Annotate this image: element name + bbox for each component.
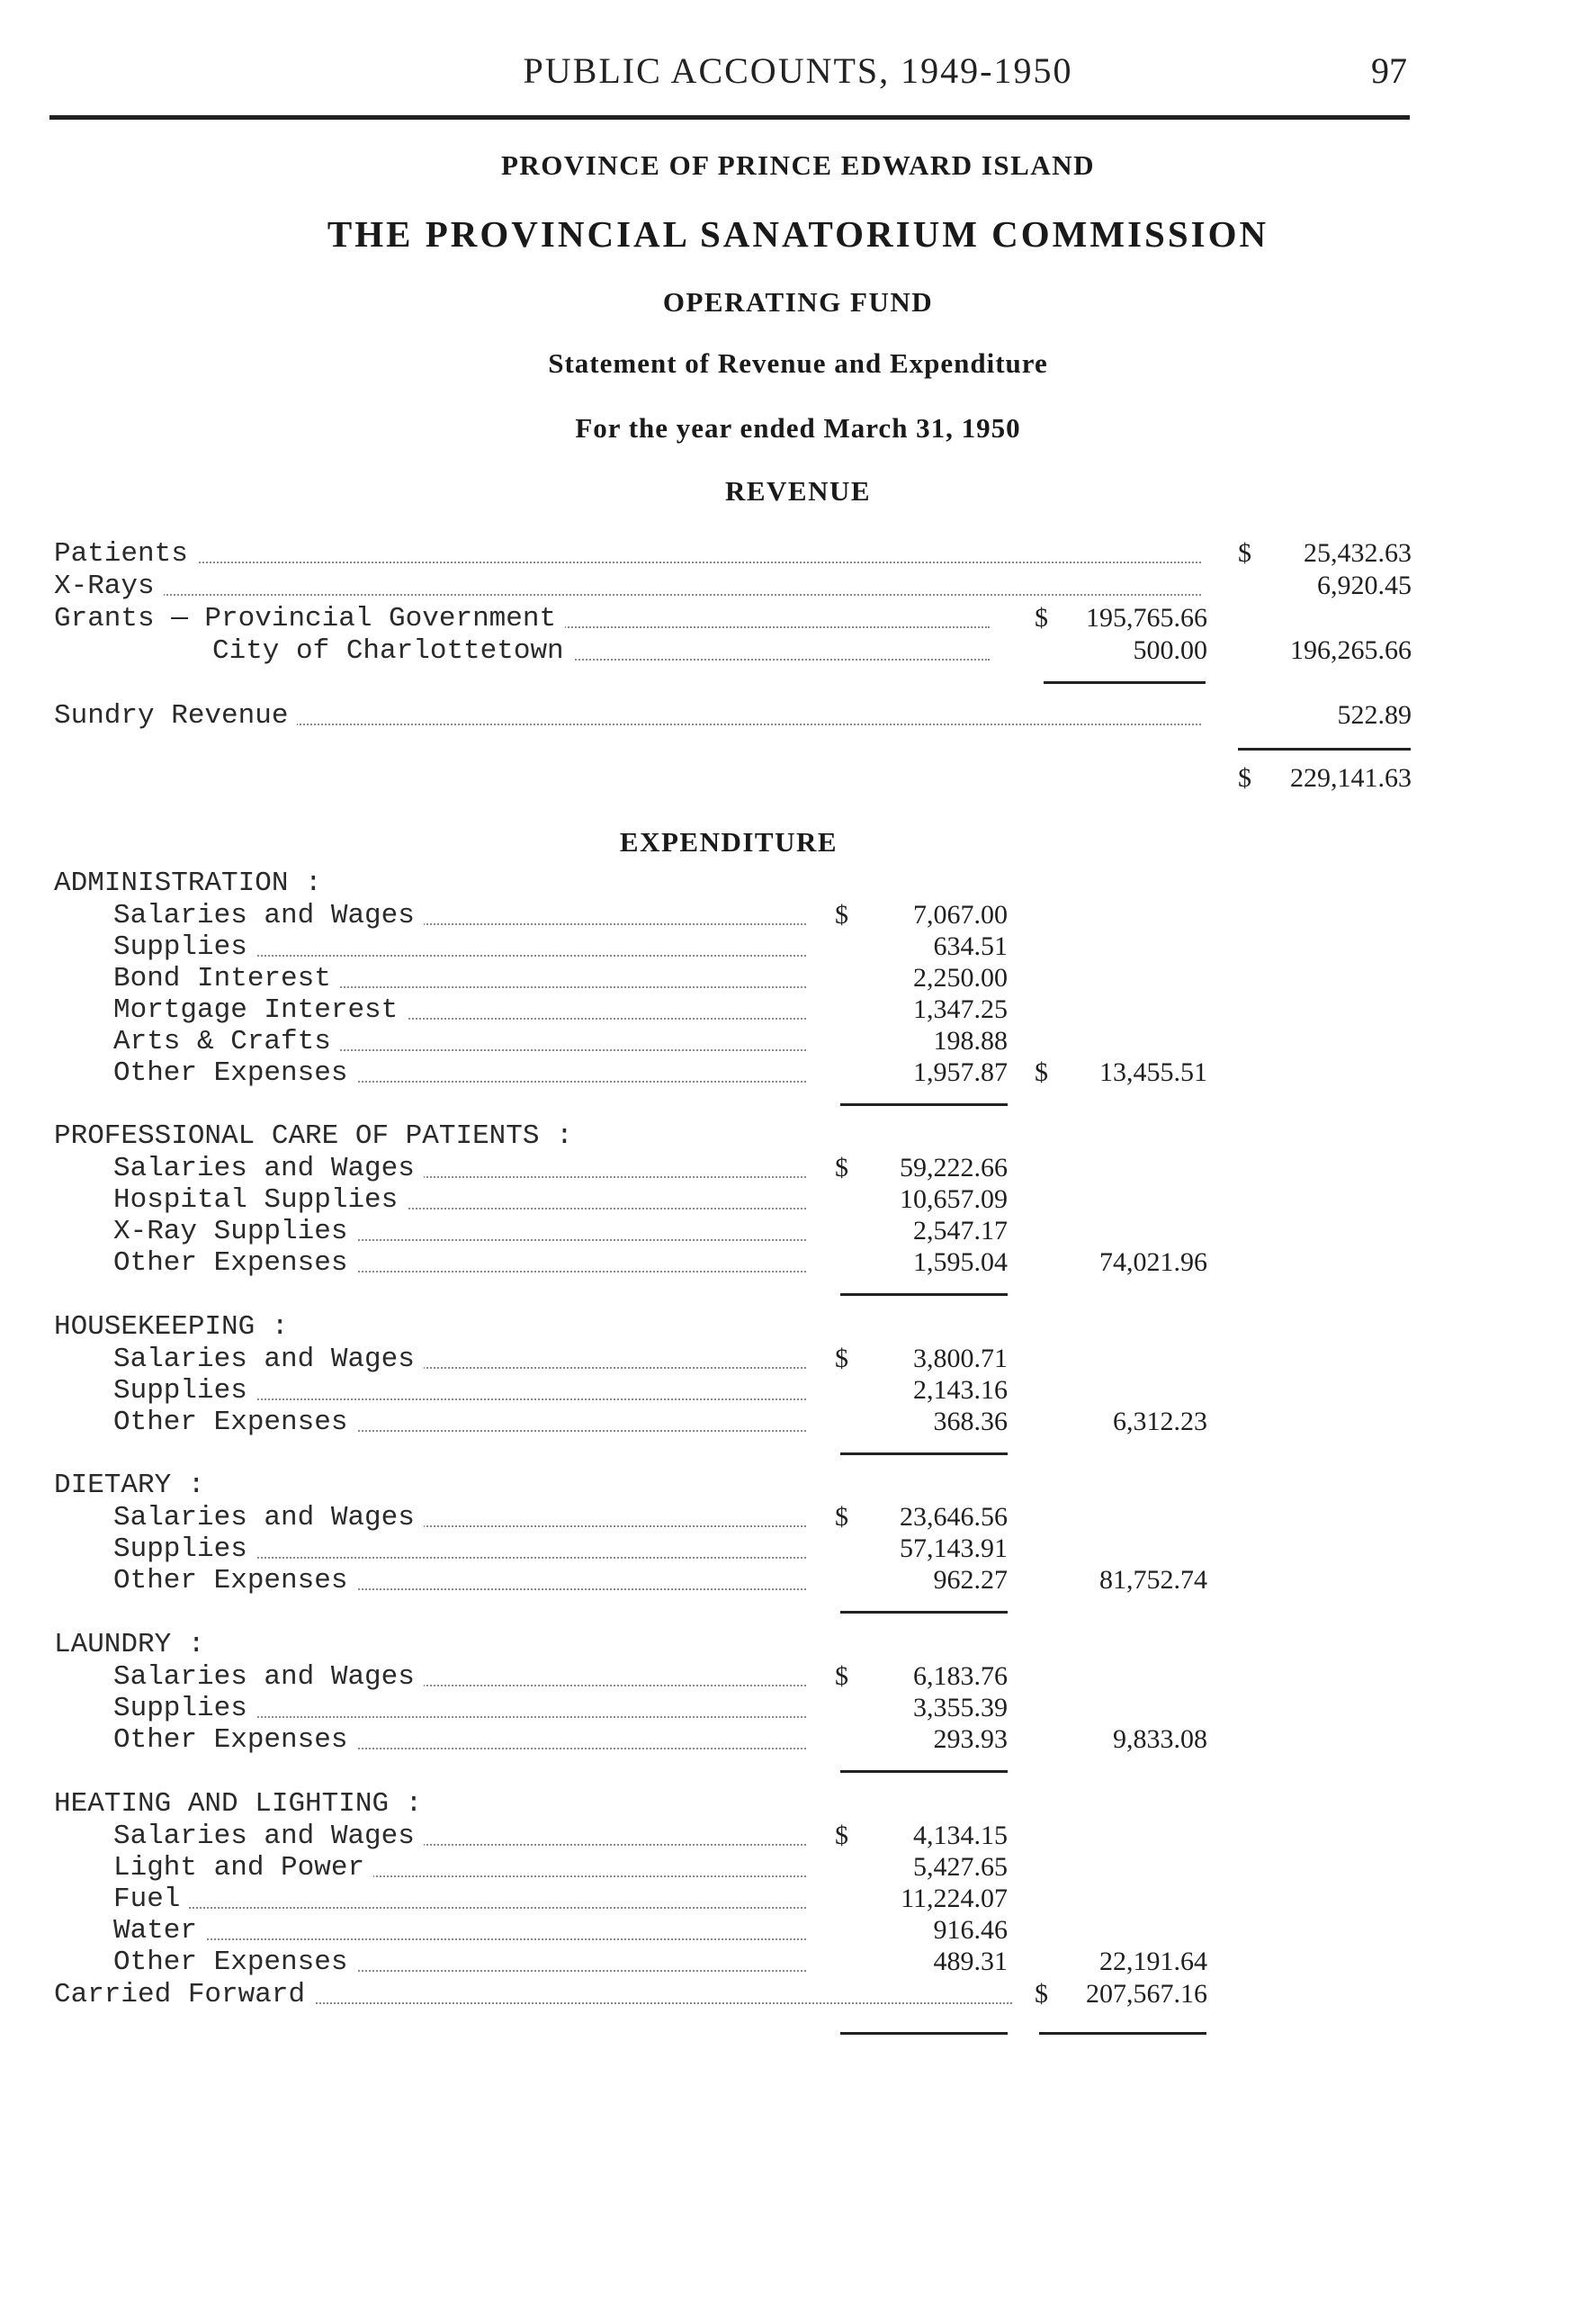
row-label: Grants — Provincial Government bbox=[54, 603, 565, 634]
row-label: Other Expenses bbox=[113, 1565, 356, 1596]
section-title-administration bbox=[0, 868, 1596, 900]
expenditure-heading: EXPENDITURE bbox=[619, 826, 838, 858]
expense-row bbox=[0, 1947, 1596, 1979]
total-rule bbox=[1238, 748, 1411, 751]
row-label: Supplies bbox=[113, 1693, 256, 1724]
expense-row bbox=[0, 1247, 1596, 1280]
total-value: 6,312.23 bbox=[1113, 1407, 1207, 1436]
revenue-row-xrays bbox=[0, 571, 1596, 603]
row-label: Bond Interest bbox=[113, 963, 340, 994]
revenue-row-patients bbox=[0, 538, 1596, 571]
total-value: 25,432.63 bbox=[1304, 538, 1412, 568]
carried-forward-row bbox=[0, 1979, 1596, 2011]
row-label: Other Expenses bbox=[113, 1057, 356, 1089]
row-label: Supplies bbox=[113, 1533, 256, 1565]
running-title: PUBLIC ACCOUNTS, 1949-1950 bbox=[523, 50, 1073, 91]
row-label: Patients bbox=[54, 538, 197, 570]
amount-value: 962.27 bbox=[933, 1565, 1008, 1595]
page-number: 97 bbox=[1371, 50, 1407, 91]
total-value: 74,021.96 bbox=[1099, 1247, 1207, 1277]
running-head bbox=[0, 49, 1596, 94]
subtotal-rule bbox=[840, 1452, 1008, 1455]
section-title-housekeeping bbox=[0, 1311, 1596, 1344]
dollar-sign: $ bbox=[1035, 1057, 1048, 1087]
dollar-sign: $ bbox=[1238, 538, 1251, 568]
amount-value: 59,222.66 bbox=[900, 1153, 1008, 1182]
amount-value: 500.00 bbox=[1133, 635, 1207, 665]
revenue-row-grants-city bbox=[0, 635, 1596, 668]
amount-value: 198.88 bbox=[933, 1026, 1008, 1056]
expense-row bbox=[0, 1884, 1596, 1916]
amount-value: 1,595.04 bbox=[913, 1247, 1008, 1277]
expense-row bbox=[0, 1533, 1596, 1566]
row-label: Other Expenses bbox=[113, 1407, 356, 1438]
amount-value: 23,646.56 bbox=[900, 1502, 1008, 1532]
revenue-grand-total bbox=[0, 763, 1596, 796]
amount-value: 2,547.17 bbox=[913, 1216, 1008, 1245]
expense-row bbox=[0, 1407, 1596, 1439]
row-label: X-Ray Supplies bbox=[113, 1216, 356, 1247]
amount-value: 10,657.09 bbox=[900, 1184, 1008, 1214]
expense-row bbox=[0, 963, 1596, 995]
row-label: Salaries and Wages bbox=[113, 1344, 424, 1375]
section-title: LAUNDRY : bbox=[54, 1629, 213, 1660]
total-value: 6,920.45 bbox=[1317, 571, 1412, 600]
dollar-sign: $ bbox=[835, 1502, 848, 1532]
dollar-sign: $ bbox=[1238, 763, 1251, 793]
amount-value: 3,800.71 bbox=[913, 1344, 1008, 1373]
subtotal-rule bbox=[840, 1611, 1008, 1614]
expense-row bbox=[0, 1057, 1596, 1090]
total-value: 207,567.16 bbox=[1086, 1979, 1207, 2009]
amount-value: 4,134.15 bbox=[913, 1821, 1008, 1850]
row-label: Salaries and Wages bbox=[113, 1153, 424, 1184]
subtotal-rule bbox=[840, 1103, 1008, 1106]
amount-value: 11,224.07 bbox=[901, 1884, 1008, 1913]
row-label: Arts & Crafts bbox=[113, 1026, 340, 1057]
section-title: HEATING AND LIGHTING : bbox=[54, 1788, 431, 1820]
row-label: Supplies bbox=[113, 931, 256, 963]
amount-value: 489.31 bbox=[933, 1947, 1008, 1976]
section-title: HOUSEKEEPING : bbox=[54, 1311, 297, 1343]
expense-row bbox=[0, 931, 1596, 964]
expense-row bbox=[0, 1821, 1596, 1853]
expense-row bbox=[0, 1661, 1596, 1694]
row-label: Water bbox=[113, 1915, 206, 1947]
expense-row bbox=[0, 1153, 1596, 1185]
row-label: Other Expenses bbox=[113, 1247, 356, 1279]
amount-value: 1,347.25 bbox=[913, 994, 1008, 1024]
amount-value: 916.46 bbox=[933, 1915, 1008, 1945]
row-label: Carried Forward bbox=[54, 1979, 314, 2010]
section-title: PROFESSIONAL CARE OF PATIENTS : bbox=[54, 1120, 582, 1152]
expense-row bbox=[0, 1852, 1596, 1884]
leader-dots bbox=[54, 562, 1201, 563]
amount-value: 3,355.39 bbox=[913, 1693, 1008, 1722]
final-rule-amounts bbox=[840, 2032, 1008, 2035]
revenue-row-grants-provincial bbox=[0, 603, 1596, 635]
amount-value: 2,250.00 bbox=[913, 963, 1008, 993]
expense-row bbox=[0, 1724, 1596, 1757]
dollar-sign: $ bbox=[835, 1153, 848, 1182]
section-title-laundry bbox=[0, 1629, 1596, 1661]
total-value: 13,455.51 bbox=[1099, 1057, 1207, 1087]
amount-value: 1,957.87 bbox=[913, 1057, 1008, 1087]
row-label: Salaries and Wages bbox=[113, 1502, 424, 1533]
subtotal-rule bbox=[1044, 681, 1206, 684]
dollar-sign: $ bbox=[835, 1661, 848, 1691]
row-label: Mortgage Interest bbox=[113, 994, 407, 1026]
expense-row bbox=[0, 1026, 1596, 1058]
row-label: Other Expenses bbox=[113, 1724, 356, 1756]
section-title-heating bbox=[0, 1788, 1596, 1821]
statement-heading: Statement of Revenue and Expenditure bbox=[548, 347, 1048, 379]
row-label: City of Charlottetown bbox=[212, 635, 573, 667]
expense-row bbox=[0, 1502, 1596, 1534]
province-heading: PROVINCE OF PRINCE EDWARD ISLAND bbox=[500, 149, 1095, 181]
amount-value: 6,183.76 bbox=[913, 1661, 1008, 1691]
total-value: 229,141.63 bbox=[1290, 763, 1412, 793]
subtotal-rule bbox=[840, 1293, 1008, 1296]
leader-dots bbox=[113, 1907, 806, 1909]
section-title-dietary bbox=[0, 1470, 1596, 1502]
total-value: 522.89 bbox=[1337, 700, 1412, 730]
amount-value: 195,765.66 bbox=[1086, 603, 1207, 633]
header-rule bbox=[49, 115, 1410, 120]
expense-row bbox=[0, 1344, 1596, 1376]
row-label: Salaries and Wages bbox=[113, 1661, 424, 1693]
expense-row bbox=[0, 1565, 1596, 1597]
section-title: ADMINISTRATION : bbox=[54, 868, 331, 899]
row-label: Fuel bbox=[113, 1884, 189, 1915]
subtotal-rule bbox=[840, 1770, 1008, 1773]
dollar-sign: $ bbox=[1035, 603, 1048, 633]
amount-value: 2,143.16 bbox=[913, 1375, 1008, 1405]
row-label: Hospital Supplies bbox=[113, 1184, 407, 1216]
expense-row bbox=[0, 900, 1596, 932]
expense-row bbox=[0, 1184, 1596, 1217]
amount-value: 5,427.65 bbox=[913, 1852, 1008, 1882]
final-rule-totals bbox=[1039, 2032, 1206, 2035]
dollar-sign: $ bbox=[835, 900, 848, 930]
total-value: 196,265.66 bbox=[1290, 635, 1412, 665]
amount-value: 368.36 bbox=[933, 1407, 1008, 1436]
expense-row bbox=[0, 994, 1596, 1027]
revenue-row-sundry bbox=[0, 700, 1596, 733]
row-label: X-Rays bbox=[54, 571, 164, 602]
amount-value: 7,067.00 bbox=[913, 900, 1008, 930]
expense-row bbox=[0, 1693, 1596, 1725]
amount-value: 634.51 bbox=[933, 931, 1008, 961]
row-label: Supplies bbox=[113, 1375, 256, 1407]
expense-row bbox=[0, 1915, 1596, 1947]
dollar-sign: $ bbox=[835, 1344, 848, 1373]
amount-value: 57,143.91 bbox=[900, 1533, 1008, 1563]
section-title-professional bbox=[0, 1120, 1596, 1153]
amount-value: 293.93 bbox=[933, 1724, 1008, 1754]
row-label: Sundry Revenue bbox=[54, 700, 297, 732]
leader-dots bbox=[54, 594, 1201, 596]
total-value: 22,191.64 bbox=[1099, 1947, 1207, 1976]
row-label: Other Expenses bbox=[113, 1947, 356, 1978]
expense-row bbox=[0, 1216, 1596, 1248]
section-title: DIETARY : bbox=[54, 1470, 213, 1501]
total-value: 81,752.74 bbox=[1099, 1565, 1207, 1595]
row-label: Salaries and Wages bbox=[113, 900, 424, 931]
row-label: Salaries and Wages bbox=[113, 1821, 424, 1852]
row-label: Light and Power bbox=[113, 1852, 373, 1884]
fund-heading: OPERATING FUND bbox=[662, 286, 934, 318]
year-heading: For the year ended March 31, 1950 bbox=[575, 412, 1021, 444]
expense-row bbox=[0, 1375, 1596, 1407]
commission-heading: THE PROVINCIAL SANATORIUM COMMISSION bbox=[327, 213, 1269, 255]
leader-dots bbox=[113, 1938, 806, 1940]
dollar-sign: $ bbox=[1035, 1979, 1048, 2009]
total-value: 9,833.08 bbox=[1113, 1724, 1207, 1754]
dollar-sign: $ bbox=[835, 1821, 848, 1850]
revenue-heading: REVENUE bbox=[724, 475, 872, 507]
